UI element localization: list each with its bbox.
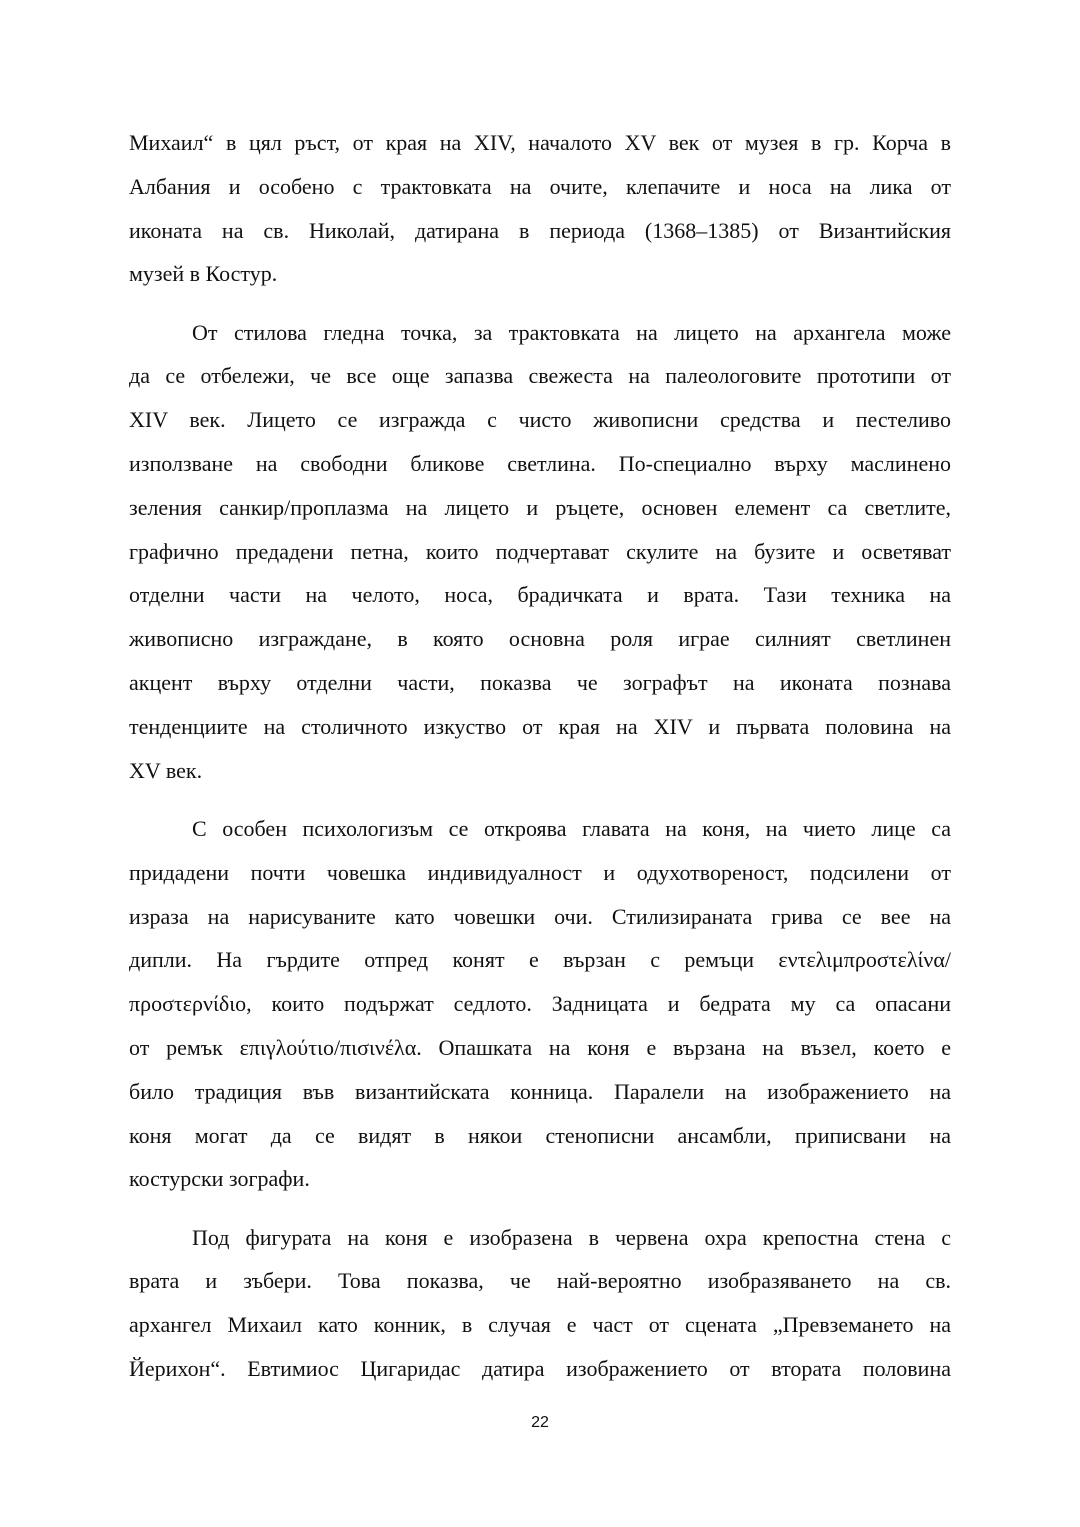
paragraph bbox=[129, 121, 951, 296]
text-line: От стилова гледна точка, за трактовката на лицето на архангела може bbox=[192, 319, 951, 345]
text-line: музей в Костур. bbox=[129, 261, 278, 287]
text-line: тенденциите на столичното изкуство от края на XIV и първата половина на bbox=[129, 713, 951, 739]
paragraph bbox=[129, 807, 951, 1201]
text-line: използване на свободни бликове светлина. По-специално върху маслинено bbox=[129, 451, 951, 477]
text-line: Албания и особено с трактовката на очите, клепачите и носа на лика от bbox=[129, 173, 951, 199]
text-line: архангел Михаил като конник, в случая е част от сцената „Превземането на bbox=[129, 1312, 951, 1338]
text-line: зеления санкир/проплазма на лицето и ръцете, основен елемент са светлите, bbox=[129, 494, 951, 520]
text-line: графично предадени петна, които подчертават скулите на бузите и осветяват bbox=[129, 538, 951, 564]
paragraph bbox=[129, 1216, 951, 1391]
text-line: придадени почти човешка индивидуалност и одухотвореност, подсилени от bbox=[129, 859, 951, 885]
text-line: акцент върху отделни части, показва че зографът на иконата познава bbox=[129, 670, 951, 696]
document-body bbox=[129, 121, 951, 1405]
text-line: дипли. На гърдите отпред конят е вързан с ремъци εντελιμπροστελίνα/ bbox=[129, 947, 951, 973]
paragraph bbox=[129, 311, 951, 793]
text-line: XV век. bbox=[129, 757, 203, 783]
text-line: коня могат да се видят в някои стенописни ансамбли, приписвани на bbox=[129, 1122, 951, 1148]
text-line: προστερνίδιο, които подържат седлото. Задницата и бедрата му са опасани bbox=[129, 991, 951, 1017]
text-line: от ремък επιγλούτιο/πισινέλα. Опашката на коня е вързана на възел, което е bbox=[129, 1034, 951, 1060]
text-line: врата и зъбери. Това показва, че най-вероятно изобразяването на св. bbox=[129, 1268, 951, 1294]
text-line: С особен психологизъм се откроява главата на коня, на чието лице са bbox=[192, 815, 951, 841]
text-line: било традиция във византийската конница. Паралели на изображението на bbox=[129, 1078, 951, 1104]
page-number: 22 bbox=[531, 1414, 549, 1431]
text-line: Под фигурата на коня е изобразена в червена охра крепостна стена с bbox=[192, 1224, 951, 1250]
text-line: Йерихон“. Евтимиос Цигаридас датира изображението от втората половина bbox=[129, 1356, 951, 1382]
text-line: Михаил“ в цял ръст, от края на XIV, началото XV век от музея в гр. Корча в bbox=[129, 130, 951, 155]
text-line: да се отбележи, че все още запазва свежеста на палеологовите прототипи от bbox=[129, 363, 951, 389]
text-line: отделни части на челото, носа, брадичката и врата. Тази техника на bbox=[129, 582, 951, 608]
text-line: костурски зографи. bbox=[129, 1166, 310, 1192]
text-line: иконата на св. Николай, датирана в периода (1368–1385) от Византийския bbox=[129, 217, 951, 243]
text-line: израза на нарисуваните като човешки очи. Стилизираната грива се вее на bbox=[129, 903, 951, 929]
text-line: XIV век. Лицето се изгражда с чисто живописни средства и пестеливо bbox=[129, 407, 951, 433]
text-line: живописно изграждане, в която основна роля играе силният светлинен bbox=[129, 626, 951, 652]
